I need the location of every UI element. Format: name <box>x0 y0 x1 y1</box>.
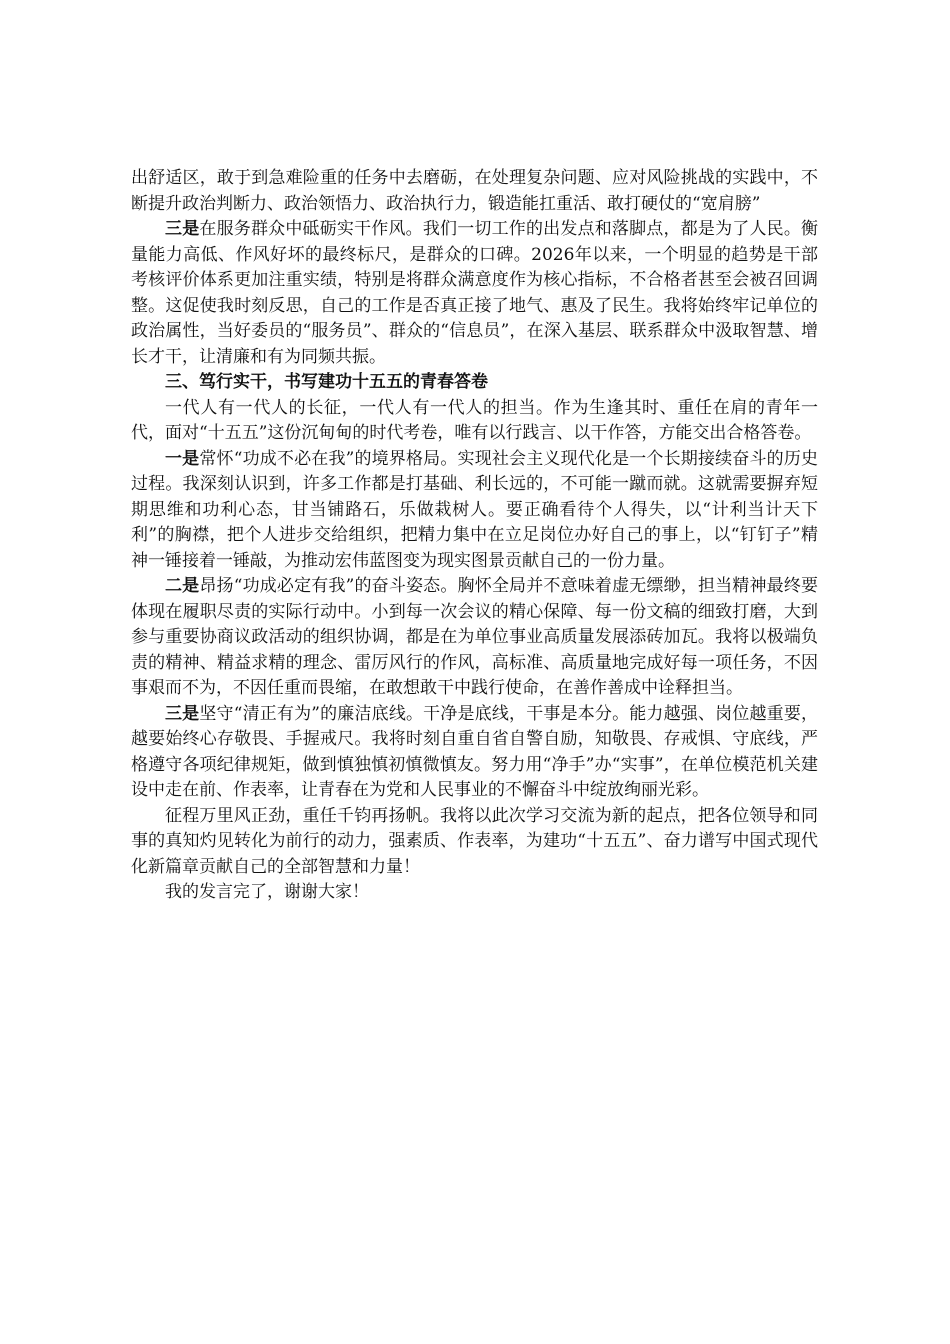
document-body <box>131 166 818 906</box>
paragraph-intro <box>131 396 818 447</box>
paragraph-text: 昂扬“功成必定有我”的奋斗姿态。胸怀全局并不意味着虚无缥缈，担当精神最终要体现在履职尽责的实际行动中。小到每一次会议的精心保障、每一份文稿的细致打磨，大到参与重要协商议政活动的组织协调，都是在为单位事业高质量发展添砖加瓦。我将以极端负责的精神、精益求精的理念、雷厉风行的作风，高标准、高质量地完成好每一项任务，不因事艰而不为，不因任重而畏缩，在敢想敢干中践行使命，在善作善成中诠释担当。 <box>131 576 819 698</box>
paragraph-lead: 一是 <box>165 448 200 469</box>
paragraph-text: 一代人有一代人的长征，一代人有一代人的担当。作为生逢其时、重任在肩的青年一代，面对“十五五”这份沉甸甸的时代考卷，唯有以行践言、以干作答，方能交出合格答卷。 <box>131 397 818 443</box>
paragraph-lead: 三是 <box>165 703 200 724</box>
paragraph-text: 我的发言完了，谢谢大家！ <box>165 882 369 902</box>
paragraph-continuation <box>131 166 818 217</box>
paragraph-lead: 二是 <box>165 576 200 596</box>
paragraph-text: 征程万里风正劲，重任千钧再扬帆。我将以此次学习交流为新的起点，把各位领导和同事的真知灼见转化为前行的动力，强素质、作表率，为建功“十五五”、奋力谱写中国式现代化新篇章贡献自己的全部智慧和力量！ <box>131 805 818 877</box>
section-heading-three <box>131 370 818 396</box>
paragraph-point-three-service <box>131 217 818 370</box>
section-heading-text: 三、笃行实干，书写建功十五五的青春答卷 <box>165 372 488 392</box>
paragraph-text: 出舒适区，敢于到急难险重的任务中去磨砺，在处理复杂问题、应对风险挑战的实践中，不断提升政治判断力、政治领悟力、政治执行力，锻造能扛重活、敢打硬仗的“宽肩膀” <box>131 168 818 214</box>
paragraph-lead: 三是 <box>165 219 200 239</box>
paragraph-point-one <box>131 447 818 575</box>
paragraph-text: 常怀“功成不必在我”的境界格局。实现社会主义现代化是一个长期接续奋斗的历史过程。我深刻认识到，许多工作都是打基础、利长远的，不可能一蹴而就。这就需要摒弃短期思维和功利心态，甘当铺路石，乐做栽树人。要正确看待个人得失，以“计利当计天下利”的胸襟，把个人进步交给组织，把精力集中在立足岗位办好自己的事上，以“钉钉子”精神一锤接着一锤敲，为推动宏伟蓝图变为现实图景贡献自己的一份力量。 <box>131 448 819 571</box>
paragraph-point-three-integrity <box>131 702 818 804</box>
paragraph-conclusion <box>131 804 818 881</box>
paragraph-text: 坚守“清正有为”的廉洁底线。干净是底线，干事是本分。能力越强、岗位越重要，越要始终心存敬畏、手握戒尺。我将时刻自重自省自警自励，知敬畏、存戒惧、守底线，严格遵守各项纪律规矩，做到慎独慎初慎微慎友。努力用“净手”办“实事”，在单位模范机关建设中走在前、作表率，让青春在为党和人民事业的不懈奋斗中绽放绚丽光彩。 <box>131 703 819 800</box>
paragraph-text: 在服务群众中砥砺实干作风。我们一切工作的出发点和落脚点，都是为了人民。衡量能力高低、作风好坏的最终标尺，是群众的口碑。2026年以来，一个明显的趋势是干部考核评价体系更加注重实绩，特别是将群众满意度作为核心指标，不合格者甚至会被召回调整。这促使我时刻反思，自己的工作是否真正接了地气、惠及了民生。我将始终牢记单位的政治属性，当好委员的“服务员”、群众的“信息员”，在深入基层、联系群众中汲取智慧、增长才干，让清廉和有为同频共振。 <box>131 219 819 367</box>
paragraph-point-two <box>131 574 818 702</box>
paragraph-closing <box>131 880 818 906</box>
